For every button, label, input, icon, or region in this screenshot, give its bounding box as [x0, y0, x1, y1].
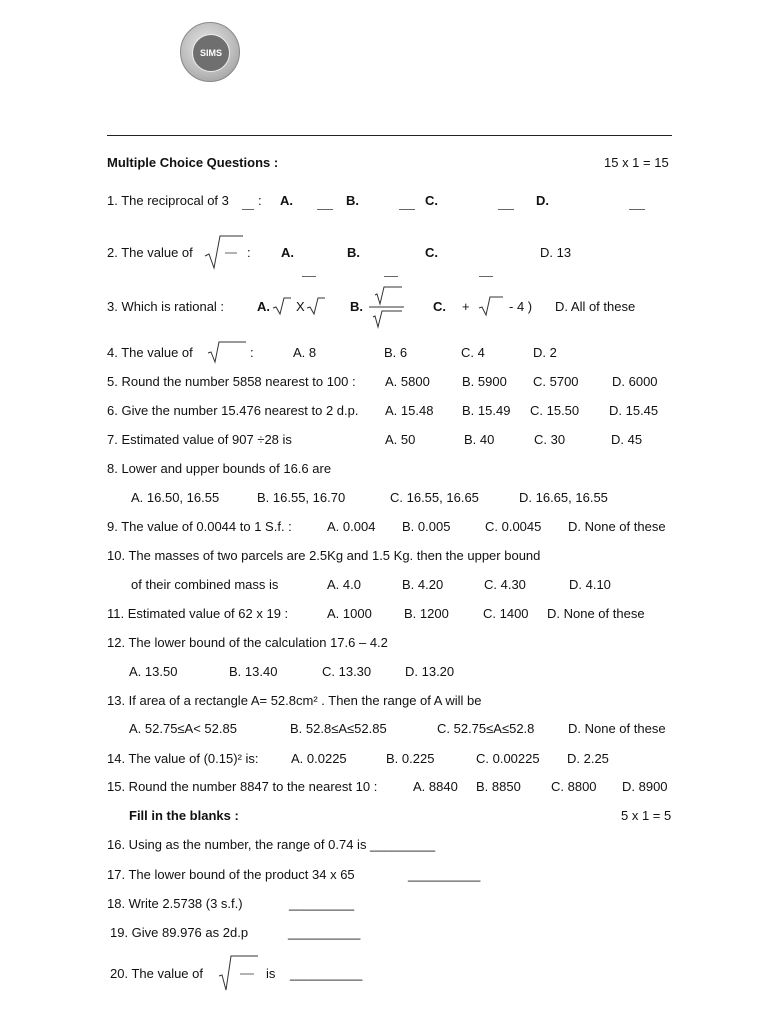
q2-option-a[interactable]: A.: [281, 245, 294, 260]
q1-option-b-fraction: [399, 209, 415, 210]
q1-option-d-fraction: [629, 209, 645, 210]
q12-option-d[interactable]: D. 13.20: [405, 664, 455, 679]
q12-option-a[interactable]: A. 13.50: [129, 664, 178, 679]
q13-option-c[interactable]: C. 52.75≤A≤52.8: [437, 721, 535, 736]
q15-stem: 15. Round the number 8847 to the nearest 10 :: [107, 779, 378, 794]
q15-option-c[interactable]: C. 8800: [551, 779, 597, 794]
fill-title: Fill in the blanks :: [129, 808, 239, 823]
q14-stem: 14. The value of (0.15)² is:: [107, 751, 259, 766]
q2-option-c[interactable]: C.: [425, 245, 438, 260]
q18-text: 18. Write 2.5738 (3 s.f.): [107, 896, 243, 911]
q1-option-c[interactable]: C.: [425, 193, 438, 208]
q3-option-a-sqrt-icon-2: [306, 296, 326, 316]
q8-option-b[interactable]: B. 16.55, 16.70: [257, 490, 346, 505]
q2-sqrt-icon: [203, 234, 245, 270]
q5-option-b[interactable]: B. 5900: [462, 374, 507, 389]
q4-option-c[interactable]: C. 4: [461, 345, 485, 360]
q10-stem: 10. The masses of two parcels are 2.5Kg and 1.5 Kg. then the upper bound: [107, 548, 541, 563]
q5-option-a[interactable]: A. 5800: [385, 374, 430, 389]
q5-stem: 5. Round the number 5858 nearest to 100 :: [107, 374, 356, 389]
q11-option-b[interactable]: B. 1200: [404, 606, 449, 621]
q20-stem: 20. The value of: [110, 966, 203, 981]
q3-option-a-times: X: [296, 299, 305, 314]
q12-option-c[interactable]: C. 13.30: [322, 664, 372, 679]
q6-option-c[interactable]: C. 15.50: [530, 403, 580, 418]
q11-option-c[interactable]: C. 1400: [483, 606, 529, 621]
q13-option-a[interactable]: A. 52.75≤A< 52.85: [129, 721, 237, 736]
q7-stem: 7. Estimated value of 907 ÷28 is: [107, 432, 292, 447]
q11-option-a[interactable]: A. 1000: [327, 606, 372, 621]
q7-option-a[interactable]: A. 50: [385, 432, 416, 447]
q6-option-b[interactable]: B. 15.49: [462, 403, 511, 418]
q2-option-c-fraction: [479, 276, 493, 277]
q2-option-d[interactable]: D. 13: [540, 245, 572, 260]
q8-option-c[interactable]: C. 16.55, 16.65: [390, 490, 479, 505]
q3-option-a[interactable]: A.: [257, 299, 270, 314]
q3-option-b-sqrt-fraction-icon: [366, 285, 406, 329]
q14-option-c[interactable]: C. 0.00225: [476, 751, 540, 766]
q3-stem: 3. Which is rational :: [107, 299, 225, 314]
q20-blank[interactable]: __________: [290, 966, 363, 981]
q10-option-b[interactable]: B. 4.20: [402, 577, 444, 592]
q6-option-a[interactable]: A. 15.48: [385, 403, 434, 418]
q3-option-c[interactable]: C.: [433, 299, 446, 314]
q4-option-b[interactable]: B. 6: [384, 345, 408, 360]
q19-blank[interactable]: __________: [288, 925, 361, 940]
q9-stem: 9. The value of 0.0044 to 1 S.f. :: [107, 519, 292, 534]
fill-marks: 5 x 1 = 5: [621, 808, 672, 823]
q15-option-a[interactable]: A. 8840: [413, 779, 458, 794]
q12-stem: 12. The lower bound of the calculation 17.6 – 4.2: [107, 635, 388, 650]
q3-option-c-sqrt-icon: [478, 295, 504, 317]
q1-option-a-fraction: [317, 209, 333, 210]
q9-option-a[interactable]: A. 0.004: [327, 519, 376, 534]
q1-option-c-fraction: [498, 209, 514, 210]
q5-option-c[interactable]: C. 5700: [533, 374, 579, 389]
q1-colon: :: [258, 193, 262, 208]
q13-stem: 13. If area of a rectangle A= 52.8cm² . Then the range of A will be: [107, 693, 482, 708]
q9-option-b[interactable]: B. 0.005: [402, 519, 451, 534]
q3-option-a-sqrt-icon: [272, 296, 292, 316]
school-logo-text: SIMS: [192, 34, 230, 72]
q1-option-b[interactable]: B.: [346, 193, 359, 208]
q14-option-a[interactable]: A. 0.0225: [291, 751, 347, 766]
q6-stem: 6. Give the number 15.476 nearest to 2 d.p.: [107, 403, 359, 418]
q6-option-d[interactable]: D. 15.45: [609, 403, 659, 418]
q2-option-a-fraction: [302, 276, 316, 277]
q2-option-b-fraction: [384, 276, 398, 277]
q7-option-b[interactable]: B. 40: [464, 432, 495, 447]
q1-option-d[interactable]: D.: [536, 193, 549, 208]
q8-option-d[interactable]: D. 16.65, 16.55: [519, 490, 608, 505]
q4-sqrt-icon: [207, 340, 247, 364]
q11-stem: 11. Estimated value of 62 x 19 :: [107, 606, 289, 621]
q4-option-d[interactable]: D. 2: [533, 345, 557, 360]
q11-option-d[interactable]: D. None of these: [547, 606, 645, 621]
q9-option-d[interactable]: D. None of these: [568, 519, 666, 534]
mcq-marks: 15 x 1 = 15: [604, 155, 669, 170]
q7-option-c[interactable]: C. 30: [534, 432, 566, 447]
q5-option-d[interactable]: D. 6000: [612, 374, 658, 389]
q10-stem-line-2: of their combined mass is: [131, 577, 279, 592]
q10-option-d[interactable]: D. 4.10: [569, 577, 611, 592]
q4-option-a[interactable]: A. 8: [293, 345, 317, 360]
q17-text: 17. The lower bound of the product 34 x 65: [107, 867, 355, 882]
q2-colon: :: [247, 245, 251, 260]
q3-option-c-plus: +: [462, 299, 470, 314]
q3-option-c-tail: - 4 ): [509, 299, 533, 314]
q3-option-d[interactable]: D. All of these: [555, 299, 636, 314]
q2-stem: 2. The value of: [107, 245, 193, 260]
q8-stem: 8. Lower and upper bounds of 16.6 are: [107, 461, 332, 476]
mcq-title: Multiple Choice Questions :: [107, 155, 279, 170]
q2-option-b[interactable]: B.: [347, 245, 360, 260]
q19-text: 19. Give 89.976 as 2d.p: [110, 925, 249, 940]
q4-colon: :: [250, 345, 254, 360]
q1-fraction: [242, 209, 254, 210]
q8-option-a[interactable]: A. 16.50, 16.55: [131, 490, 220, 505]
q14-option-b[interactable]: B. 0.225: [386, 751, 435, 766]
q1-stem: 1. The reciprocal of 3: [107, 193, 229, 208]
q13-option-b[interactable]: B. 52.8≤A≤52.85: [290, 721, 387, 736]
q14-option-d[interactable]: D. 2.25: [567, 751, 609, 766]
q10-option-a[interactable]: A. 4.0: [327, 577, 361, 592]
q17-blank[interactable]: __________: [408, 867, 481, 882]
q20-is: is: [266, 966, 276, 981]
q10-option-c[interactable]: C. 4.30: [484, 577, 526, 592]
q1-option-a[interactable]: A.: [280, 193, 293, 208]
q12-option-b[interactable]: B. 13.40: [229, 664, 278, 679]
q13-option-d[interactable]: D. None of these: [568, 721, 666, 736]
question-16: 16. Using as the number, the range of 0.74 is _________: [107, 837, 436, 852]
q15-option-b[interactable]: B. 8850: [476, 779, 521, 794]
q4-stem: 4. The value of: [107, 345, 193, 360]
q18-blank[interactable]: _________: [289, 896, 355, 911]
q7-option-d[interactable]: D. 45: [611, 432, 643, 447]
q9-option-c[interactable]: C. 0.0045: [485, 519, 542, 534]
q20-sqrt-icon: [217, 954, 259, 992]
q3-option-b[interactable]: B.: [350, 299, 363, 314]
school-logo: [180, 22, 240, 82]
q15-option-d[interactable]: D. 8900: [622, 779, 668, 794]
header-rule: [107, 135, 672, 136]
